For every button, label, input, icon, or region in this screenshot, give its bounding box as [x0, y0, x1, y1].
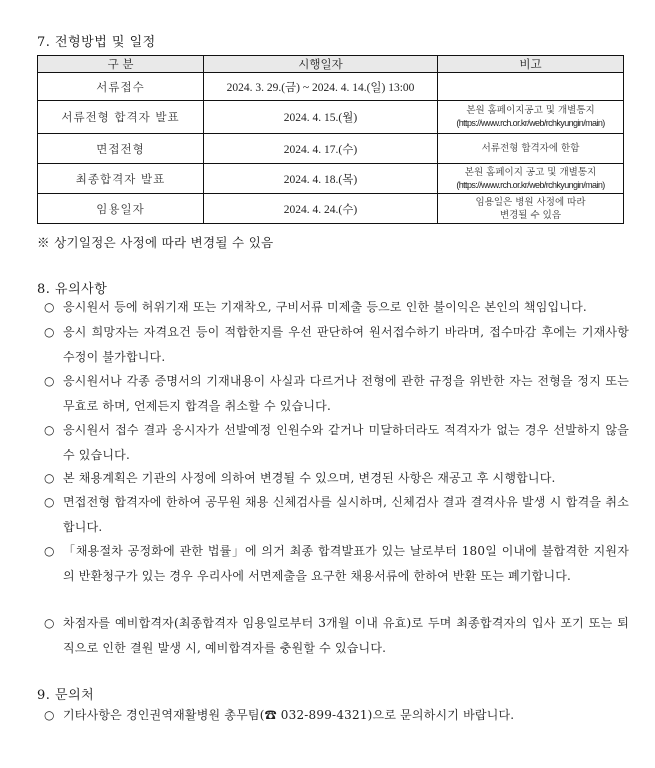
note-text: 본원 홈페이지공고 및 개별통지 [466, 105, 595, 116]
circle-bullet-icon: ○ [44, 423, 55, 437]
notice-item [44, 295, 629, 320]
table-row [38, 194, 624, 224]
notice-item [44, 320, 629, 369]
circle-bullet-icon: ○ [44, 708, 55, 722]
date-cell: 2024. 4. 15.(월) [204, 101, 438, 134]
note-cell [438, 101, 624, 134]
table-row [38, 73, 624, 101]
notice-text: 응시원서 등에 허위기재 또는 기재착오, 구비서류 미제출 등으로 인한 불이익은 본인의 책임입니다. [63, 300, 587, 314]
stage-cell: 임용일자 [38, 194, 204, 224]
header-note: 비고 [438, 56, 624, 73]
section8-title: 8. 유의사항 [37, 282, 108, 297]
table-row [38, 134, 624, 164]
homepage-link[interactable]: (https://www.rch.or.kr/web/rchkyungin/main) [456, 118, 605, 128]
table-header-row [38, 56, 624, 73]
circle-bullet-icon: ○ [44, 495, 55, 509]
circle-bullet-icon: ○ [44, 300, 55, 314]
section7-title: 7. 전형방법 및 일정 [37, 35, 156, 50]
header-date: 시행일자 [204, 56, 438, 73]
date-cell: 2024. 4. 24.(수) [204, 194, 438, 224]
note-text-2: 변경될 수 있음 [499, 209, 562, 221]
stage-cell: 면접전형 [38, 134, 204, 164]
date-cell: 2024. 4. 18.(목) [204, 164, 438, 194]
notice-item [44, 369, 629, 418]
contact-item [44, 703, 629, 728]
note-cell [438, 164, 624, 194]
notice-item [44, 466, 629, 491]
circle-bullet-icon: ○ [44, 616, 55, 630]
table-row [38, 101, 624, 134]
homepage-link[interactable]: (https://www.rch.or.kr/web/rchkyungin/main) [456, 179, 605, 190]
notice-text: 응시 희망자는 자격요건 등이 적합한지를 우선 판단하여 원서접수하기 바라며, 접수마감 후에는 기재사항 수정이 불가합니다. [63, 325, 629, 364]
notice-item [44, 418, 629, 467]
contact-text: 기타사항은 경인권역재활병원 총무팀(☎ 032-899-4321)으로 문의하시기 바랍니다. [63, 708, 515, 722]
schedule-table [37, 55, 624, 224]
stage-cell: 최종합격자 발표 [38, 164, 204, 194]
section9-title: 9. 문의처 [37, 688, 95, 703]
circle-bullet-icon: ○ [44, 544, 55, 558]
stage-cell: 서류전형 합격자 발표 [38, 101, 204, 134]
circle-bullet-icon: ○ [44, 374, 55, 388]
circle-bullet-icon: ○ [44, 325, 55, 339]
note-text: 본원 홈페이지 공고 및 개별통지 [464, 166, 597, 178]
notice-text: 본 채용계획은 기관의 사정에 의하여 변경될 수 있으며, 변경된 사항은 재공고 후 시행합니다. [63, 471, 556, 485]
note-text: 서류전형 합격자에 한함 [481, 143, 580, 154]
date-cell: 2024. 3. 29.(금) ~ 2024. 4. 14.(일) 13:00 [204, 73, 438, 101]
notice-item [44, 611, 629, 660]
notice-item [44, 490, 629, 539]
notice-item [44, 539, 629, 588]
circle-bullet-icon: ○ [44, 471, 55, 485]
notice-text: 「채용절차 공정화에 관한 법률」에 의거 최종 합격발표가 있는 날로부터 180일 이내에 불합격한 지원자의 반환청구가 있는 경우 우리사에 서면제출을 요구한 채용서류에 한하여 반환 또는 폐기합니다. [63, 544, 629, 583]
notice-text: 차점자를 예비합격자(최종합격자 임용일로부터 3개월 이내 유효)로 두며 최종합격자의 입사 포기 또는 퇴직으로 인한 결원 발생 시, 예비합격자를 충원할 수 있습니다. [63, 616, 629, 655]
note-cell [438, 194, 624, 224]
date-cell: 2024. 4. 17.(수) [204, 134, 438, 164]
note-text: 임용일은 병원 사정에 따라 [475, 196, 586, 208]
table-row [38, 164, 624, 194]
note-cell [438, 73, 624, 101]
schedule-footnote: ※ 상기일정은 사정에 따라 변경될 수 있음 [37, 235, 274, 250]
notice-text: 응시원서나 각종 증명서의 기재내용이 사실과 다르거나 전형에 관한 규정을 위반한 자는 전형을 정지 또는 무효로 하며, 언제든지 합격을 취소할 수 있습니다. [63, 374, 629, 413]
stage-cell: 서류접수 [38, 73, 204, 101]
note-cell [438, 134, 624, 164]
header-stage: 구 분 [38, 56, 204, 73]
notice-text: 응시원서 접수 결과 응시자가 선발예정 인원수와 같거나 미달하더라도 적격자가 없는 경우 선발하지 않을 수 있습니다. [63, 423, 629, 462]
notice-text: 면접전형 합격자에 한하여 공무원 채용 신체검사를 실시하며, 신체검사 결과 결격사유 발생 시 합격을 취소합니다. [63, 495, 629, 534]
